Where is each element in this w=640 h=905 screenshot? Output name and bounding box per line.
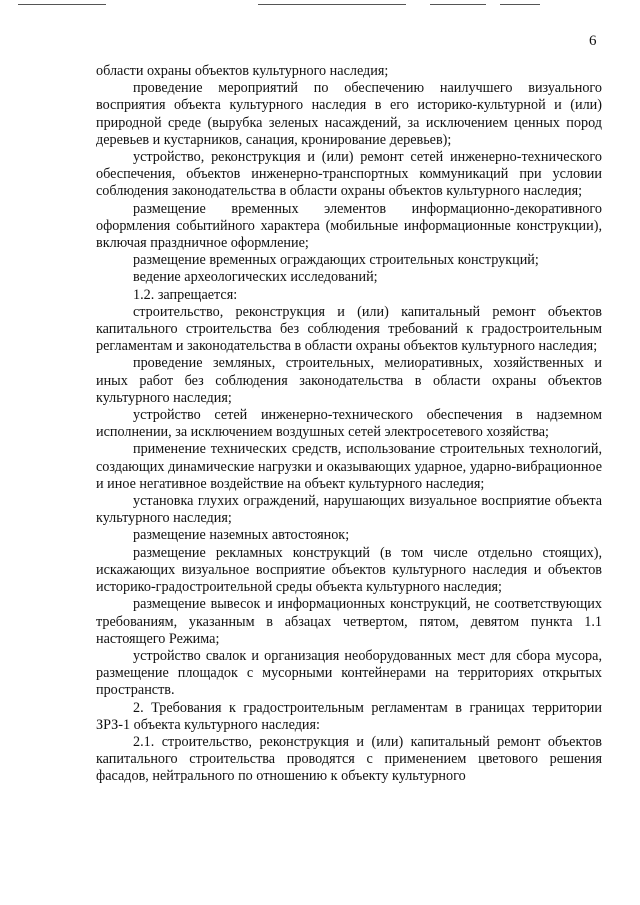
scan-edge-line (430, 4, 486, 5)
document-body (96, 63, 602, 786)
page-number: 6 (589, 33, 597, 49)
paragraph: размещение вывесок и информационных конструкций, не соответствующих требованиям, указанным в абзацах четвертом, пятом, девятом пункта 1.1 настоящего Режима; (96, 596, 602, 647)
scan-edge-line (258, 4, 406, 5)
paragraph: проведение мероприятий по обеспечению наилучшего визуального восприятия объекта культурного наследия в его историко-культурной и (или) природной среде (вырубка зеленых насаждений, за исключением ценных пород деревьев и кустарников, санация, кронирование деревьев); (96, 80, 602, 148)
paragraph: установка глухих ограждений, нарушающих визуальное восприятие объекта культурного наследия; (96, 493, 602, 527)
scan-edge-line (500, 4, 540, 5)
paragraph: устройство свалок и организация необорудованных мест для сбора мусора, размещение площадок с мусорными контейнерами на территориях открытых пространств. (96, 647, 602, 699)
paragraph: 1.2. запрещается: (133, 286, 238, 303)
paragraph: устройство, реконструкция и (или) ремонт сетей инженерно-технического обеспечения, объектов инженерно-транспортных коммуникаций при условии соблюдения законодательства в области охраны объектов культурного наследия; (96, 149, 602, 200)
paragraph: ведение археологических исследований; (133, 269, 378, 286)
paragraph: проведение земляных, строительных, мелиоративных, хозяйственных и иных работ без соблюдения законодательства в области охраны объектов культурного наследия; (96, 355, 602, 406)
scan-edge-line (18, 4, 106, 5)
paragraph: устройство сетей инженерно-технического обеспечения в надземном исполнении, за исключением воздушных сетей электросетевого хозяйства; (96, 407, 602, 441)
paragraph: применение технических средств, использование строительных технологий, создающих динамические нагрузки и оказывающих ударное, ударно-вибрационное и иное негативное воздействие на объект культурного наследия; (96, 441, 602, 492)
paragraph: строительство, реконструкция и (или) капитальный ремонт объектов капитального строительства без соблюдения требований к градостроительным регламентам и законодательства в области охраны объектов культурного наследия; (96, 303, 602, 355)
paragraph: 2.1. строительство, реконструкция и (или) капитальный ремонт объектов капитального строительства проводятся с применением цветового решения фасадов, нейтрального по отношению к объекту культурного (96, 733, 602, 785)
paragraph: размещение наземных автостоянок; (133, 527, 350, 544)
paragraph: области охраны объектов культурного наследия; (96, 63, 389, 79)
paragraph: 2. Требования к градостроительным регламентам в границах территории ЗРЗ-1 объекта культурного наследия: (96, 699, 602, 733)
paragraph: размещение временных элементов информационно-декоративного оформления событийного характера (мобильные информационные конструкции), включая праздничное оформление; (96, 200, 602, 252)
paragraph: размещение временных ограждающих строительных конструкций; (133, 252, 539, 269)
paragraph: размещение рекламных конструкций (в том числе отдельно стоящих), искажающих визуальное восприятие объектов культурного наследия и объектов историко-градостроительной среды объекта культурного наследия; (96, 544, 602, 596)
